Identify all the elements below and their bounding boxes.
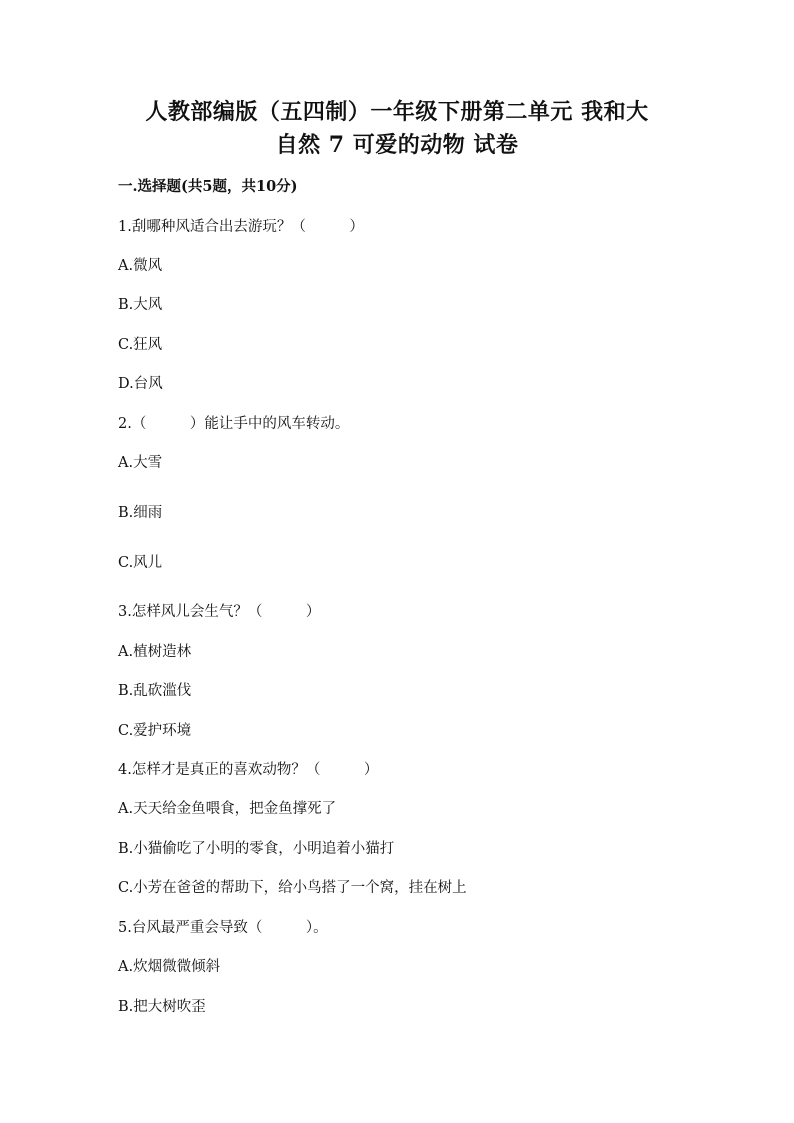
question-2-stem: 2.（ ）能让手中的风车转动。 — [118, 416, 350, 432]
question-2-option-a: A.大雪 — [118, 455, 163, 471]
question-1-option-c: C.狂风 — [118, 337, 163, 353]
question-5-option-a: A.炊烟微微倾斜 — [118, 959, 221, 975]
question-1-option-d: D.台风 — [118, 376, 163, 392]
question-3-stem: 3.怎样风儿会生气？（ ） — [118, 604, 321, 620]
question-4-option-b: B.小猫偷吃了小明的零食，小明追着小猫打 — [118, 841, 395, 857]
question-2-option-b: B.细雨 — [118, 505, 163, 521]
question-1-stem: 1.刮哪种风适合出去游玩？（ ） — [118, 219, 364, 235]
question-4-option-a: A.天天给金鱼喂食，把金鱼撑死了 — [118, 801, 337, 817]
question-3-option-b: B.乱砍滥伐 — [118, 683, 192, 699]
question-4-option-c: C.小芳在爸爸的帮助下，给小鸟搭了一个窝，挂在树上 — [118, 880, 467, 896]
section-heading: 一.选择题(共5题，共10分) — [118, 178, 298, 195]
question-1-option-a: A.微风 — [118, 258, 163, 274]
exam-title-line-2: 自然 7 可爱的动物 试卷 — [275, 132, 519, 158]
question-4-stem: 4.怎样才是真正的喜欢动物？（ ） — [118, 762, 379, 778]
question-5-option-b: B.把大树吹歪 — [118, 999, 206, 1015]
question-5-stem: 5.台风最严重会导致（ ）。 — [118, 920, 328, 936]
question-1-option-b: B.大风 — [118, 297, 163, 313]
exam-title-line-1: 人教部编版（五四制）一年级下册第二单元 我和大 — [145, 99, 649, 125]
question-3-option-a: A.植树造林 — [118, 644, 192, 660]
question-3-option-c: C.爱护环境 — [118, 723, 192, 739]
question-2-option-c: C.风儿 — [118, 555, 163, 571]
